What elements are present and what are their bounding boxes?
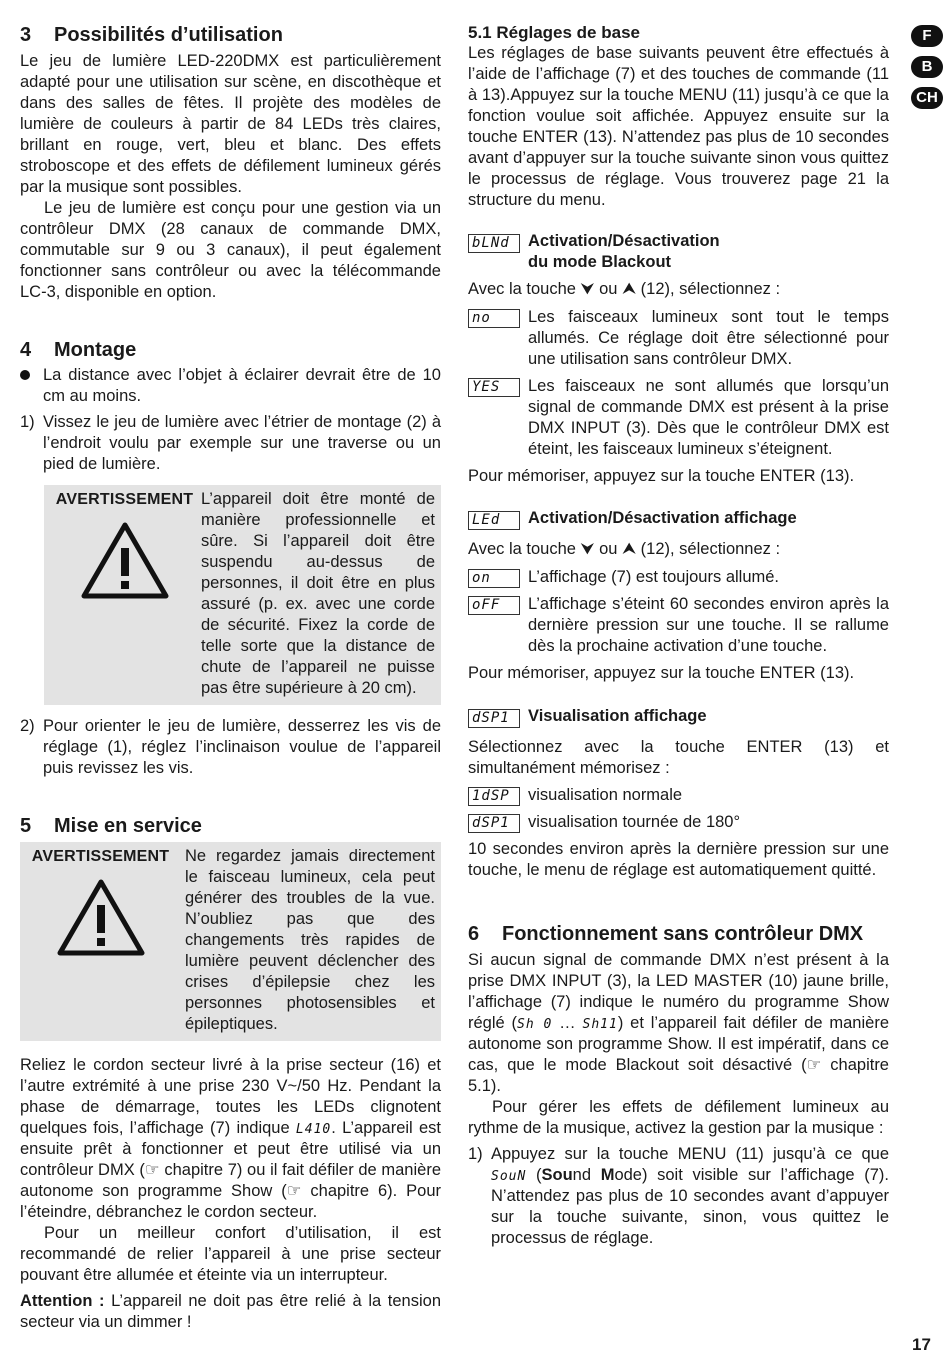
blackout-select-text: Avec la touche ⮟ ou ⮝ (12), sélectionnez : (468, 280, 781, 298)
montage-step-2: 2) Pour orienter le jeu de lumière, desserrez les vis de réglage (1), réglez l’inclinaison voulue de l’appareil puis revissez les vis. (20, 717, 441, 777)
display-select-text: Sélectionnez avec la touche ENTER (13) et simultanément mémorisez : (468, 738, 889, 777)
section-6-heading: 6 Fonctionnement sans contrôleur DMX (468, 923, 864, 945)
section-6-step-1: 1) Appuyez sur la touche MENU (11) jusqu’à ce que SouN (Sound Mode) soit visible sur l’affichage (7). N’attendez pas plus de 10 secondes avant d’appuyer sur la touche suivante, sinon, vous quittez le processus de réglage. (468, 1145, 889, 1247)
section-5-paragraph-2: Pour un meilleur confort d’utilisation, il est recommandé de relier l’appareil à une prise secteur pouvant être allumée et éteinte via un interrupteur. (20, 1224, 441, 1284)
display-option-rotated: dSP1 visualisation tournée de 180° (468, 812, 889, 833)
blackout-save-text: Pour mémoriser, appuyez sur la touche ENTER (13). (468, 467, 855, 485)
lcd-sh11: Sh11 (582, 1017, 618, 1032)
section-6-paragraph-1: Si aucun signal de commande DMX n’est présent à la prise DMX INPUT (3), la LED MASTER (10) jaune brille, l’affichage (7) indique le numéro du programme Show réglé (Sh 0 … Sh11) et l’appareil fait défiler de manière autonome son programme Show. Il est impératif, dans ce cas, que le mode Blackout soit désactivé (☞ chapitre 5.1). (468, 951, 889, 1095)
led-option-off: oFF L’affichage s’éteint 60 secondes environ après la dernière pression sur une touche. Il se rallume dès la prochaine activation d’une touche. (468, 594, 889, 657)
led-save-text: Pour mémoriser, appuyez sur la touche ENTER (13). (468, 664, 855, 682)
led-heading: LEd Activation/Désactivation affichage (468, 508, 889, 530)
led-option-on: on L’affichage (7) est toujours allumé. (468, 567, 889, 588)
section-5-1-paragraph: Les réglages de base suivants peuvent être effectués à l’aide de l’affichage (7) et des touches de commande (11 à 13).Appuyez sur la touche MENU (11) jusqu’à ce que la fonction voulue soit affichée. Appuyez ensuite sur la touche ENTER (13). N’attendez pas plus de 10 secondes avant d’appuyer sur la touche suivante sinon vous quittez le processus de réglage. Vous trouverez page 21 la structure du menu. (468, 44, 889, 209)
display-after-text: 10 secondes environ après la dernière pression sur une touche, le menu de réglage est automatiquement quitté. (468, 840, 889, 879)
montage-warning-box (44, 485, 441, 705)
service-warning-text: Ne regardez jamais directement le faisceau lumineux, cela peut générer des troubles de la vue. N’oubliez pas que des changements très rapides de lumière peuvent déclencher des crises d’épilepsie chez les personnes photosensibles et épileptiques. (185, 847, 435, 1033)
montage-warning-text: L’appareil doit être monté de manière professionnelle et sûre. Si l’appareil doit être suspendu au-dessus de personnes, il doit être en plus assuré (p. ex. avec une corde de sécurité. Fixez la corde de telle sorte que la distance de chute de l’appareil ne puisse pas être supérieure à 20 cm). (201, 490, 435, 697)
distance-bullet: La distance avec l’objet à éclairer devrait être de 10 cm au moins. (20, 365, 441, 407)
language-tabs (911, 25, 949, 118)
lcd-dsp1: dSP1 (468, 709, 520, 728)
warning-triangle-icon (80, 520, 170, 600)
bullet-dot-icon (20, 370, 30, 380)
lcd-led: LEd (468, 511, 520, 530)
tab-b: B (911, 56, 943, 78)
section-4-heading: 4 Montage (20, 339, 137, 361)
warning-label: AVERTISSEMENT (55, 491, 194, 508)
warning-label: AVERTISSEMENT (31, 848, 170, 865)
lcd-off: oFF (468, 596, 520, 615)
section-3-paragraph-1: Le jeu de lumière LED-220DMX est particulièrement adapté pour une utilisation sur scène, en discothèque et dans des salles de fêtes. Il projète des modèles de lumière de couleurs à partir de 84 LEDs très claires, brillant en rouge, vert, bleu et blanc. Des effets stroboscope et des effets de défilement lumineux gérés par la musique sont possibles. (20, 52, 441, 196)
blackout-heading: bLNd Activation/Désactivation du mode Blackout (468, 231, 889, 273)
section-5-paragraph-1: Reliez le cordon secteur livré à la prise secteur (16) et l’autre extrémité à une prise 230 V~/50 Hz. Pendant la phase de démarrage, toutes les LEDs clignotent quelques fois, l’affichage (7) indique L410. L’appareil est ensuite prêt à fonctionner et peut être utilisé via un contrôleur DMX (☞ chapitre 7) ou il fait défiler de manière autonome son programme Show (☞ chapitre 6). Pour l’éteindre, débranchez le cordon secteur. (20, 1056, 441, 1221)
lcd-on: on (468, 569, 520, 588)
led-select-text: Avec la touche ⮟ ou ⮝ (12), sélectionnez : (468, 540, 781, 558)
lcd-yes: YES (468, 378, 520, 397)
warning-triangle-icon (56, 877, 146, 957)
lcd-dsp1-rot: dSP1 (468, 814, 520, 833)
lcd-l410: L410 (295, 1122, 332, 1137)
lcd-no: no (468, 309, 520, 328)
tab-f: F (911, 25, 943, 47)
display-heading: dSP1 Visualisation affichage (468, 706, 889, 728)
montage-step-1: 1) Vissez le jeu de lumière avec l’étrier de montage (2) à l’endroit voulu par exemple sur une traverse ou un pied de lumière. (20, 413, 441, 473)
section-5-heading: 5 Mise en service (20, 815, 202, 837)
lcd-1dsp: 1dSP (468, 787, 520, 806)
lcd-soun: SouN (491, 1169, 527, 1184)
blackout-option-no: no Les faisceaux lumineux sont tout le temps allumés. Ce réglage doit être sélectionné pour une utilisation sans contrôleur DMX. (468, 307, 889, 370)
lcd-blnd: bLNd (468, 234, 520, 253)
section-6-paragraph-2: Pour gérer les effets de défilement lumineux au rythme de la musique, activez la gestion par la musique : (468, 1098, 889, 1137)
service-warning-box (20, 842, 441, 1041)
right-column (468, 22, 889, 1249)
blackout-option-yes: YES Les faisceaux ne sont allumés que lorsqu’un signal de commande DMX est présent à la prise DMX INPUT (3). Dès que le contrôleur DMX est éteint, les faisceaux lumineux s’éteignent. (468, 376, 889, 460)
section-3-paragraph-2: Le jeu de lumière est conçu pour une gestion via un contrôleur DMX (28 canaux de commande DMX, commutable sur 9 ou 3 canaux), il peut également fonctionner sans contrôleur ou avec la télécommande LC-3, disponible en option. (20, 199, 441, 301)
tab-ch: CH (911, 87, 943, 109)
left-column (20, 22, 441, 1333)
section-5-1-heading: 5.1 Réglages de base (468, 23, 640, 42)
section-3-heading: 3 Possibilités d’utilisation (20, 24, 283, 46)
attention-note: Attention : L’appareil ne doit pas être relié à la tension secteur via un dimmer ! (20, 1292, 441, 1331)
lcd-sh0: Sh 0 (517, 1017, 553, 1032)
display-option-normal: 1dSP visualisation normale (468, 785, 889, 806)
page-number: 17 (912, 1335, 931, 1354)
